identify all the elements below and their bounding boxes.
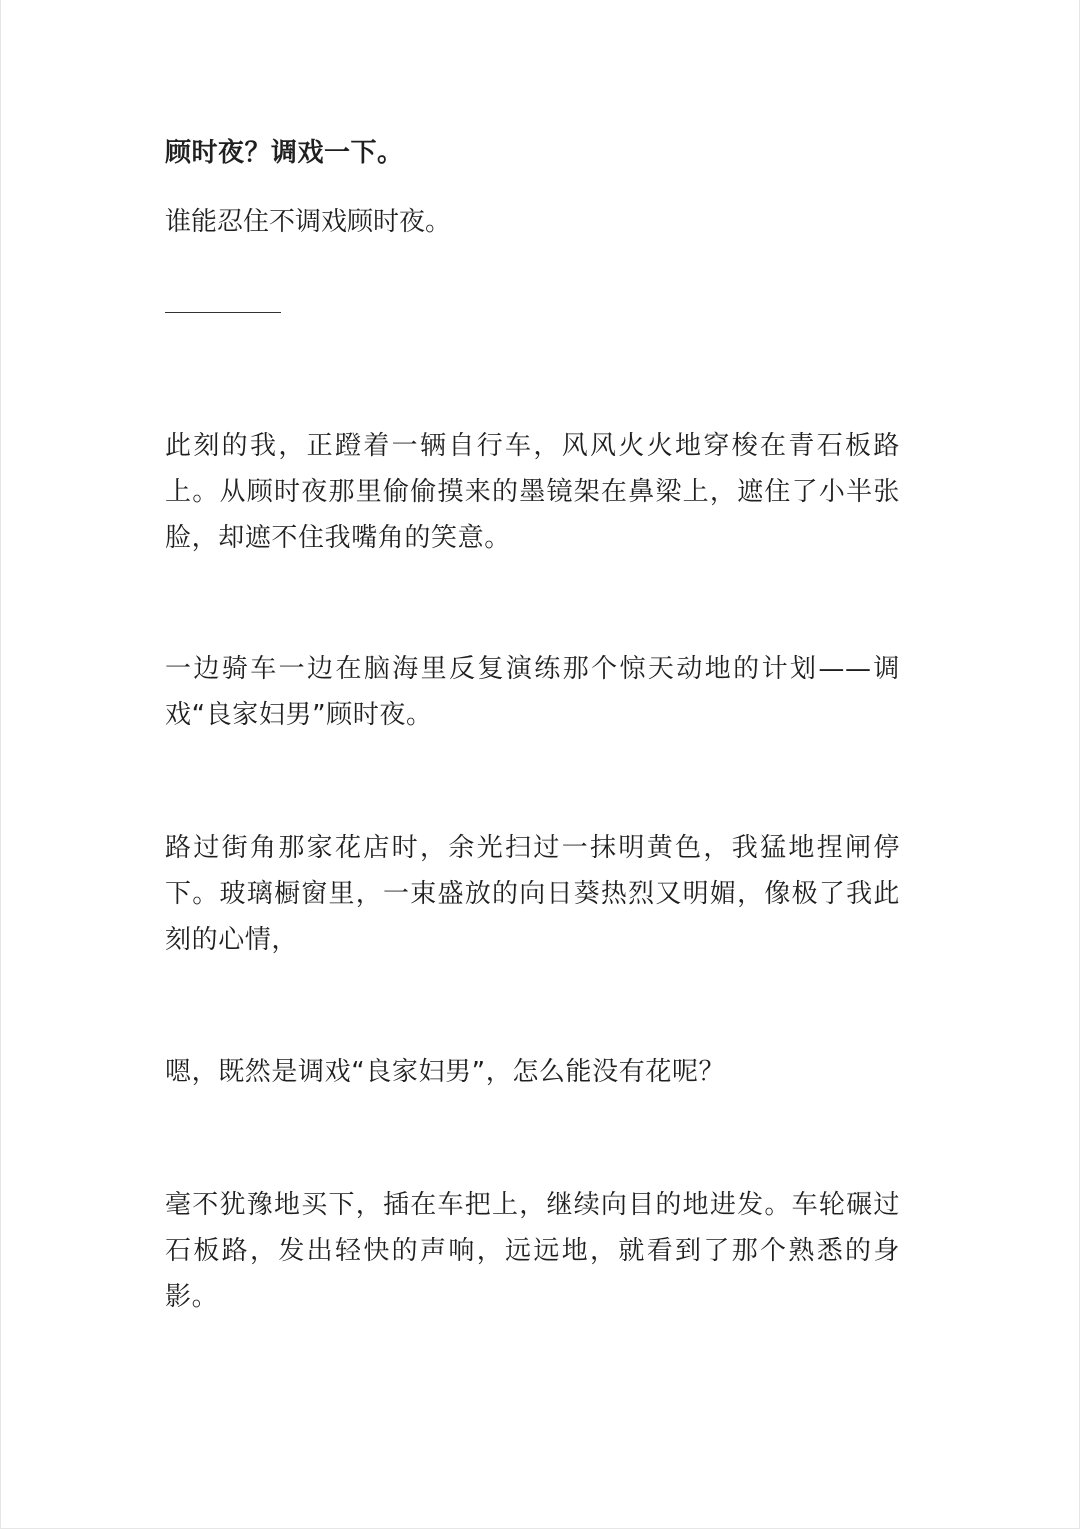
article-title: 顾时夜？调戏一下。 <box>165 138 404 168</box>
paragraph: 一边骑车一边在脑海里反复演练那个惊天动地的计划——调戏“良家妇男”顾时夜。 <box>165 654 900 730</box>
paragraph: 毫不犹豫地买下，插在车把上，继续向目的地进发。车轮碾过石板路，发出轻快的声响，远远地，就看到了那个熟悉的身影。 <box>165 1190 900 1312</box>
paragraph: 此刻的我，正蹬着一辆自行车，风风火火地穿梭在青石板路上。从顾时夜那里偷偷摸来的墨镜架在鼻梁上，遮住了小半张脸，却遮不住我嘴角的笑意。 <box>165 431 900 553</box>
paragraph: 路过街角那家花店时，余光扫过一抹明黄色，我猛地捏闸停下。玻璃橱窗里，一束盛放的向日葵热烈又明媚，像极了我此刻的心情， <box>165 833 900 955</box>
paragraph: 嗯，既然是调戏“良家妇男”，怎么能没有花呢？ <box>165 1057 726 1087</box>
section-divider <box>165 312 281 313</box>
article-subtitle: 谁能忍住不调戏顾时夜。 <box>165 207 452 237</box>
